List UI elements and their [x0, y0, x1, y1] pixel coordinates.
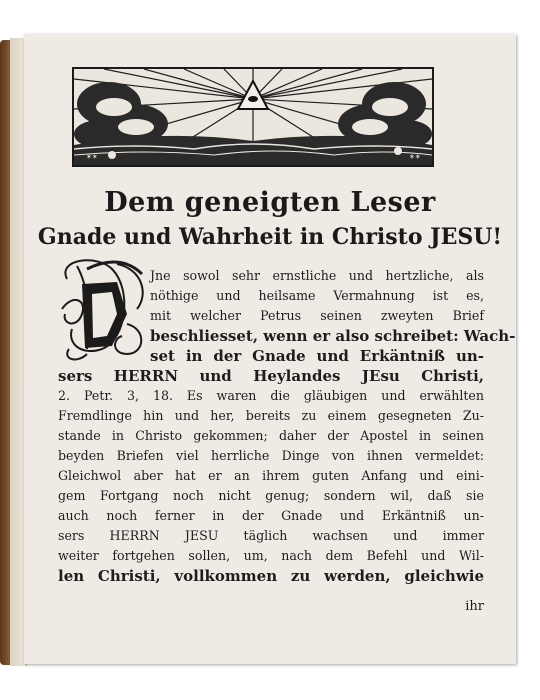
heading-line-1: Dem geneigten Leser	[104, 187, 436, 218]
svg-text:✶✶: ✶✶	[409, 153, 421, 161]
text-line: gem Fortgang noch nicht genug; sondern wil, daß sie	[58, 488, 484, 503]
text-line: sers HERRN und Heylandes JEsu Christi,	[58, 367, 484, 385]
text-line: beschliesset, wenn er also schreibet: Wach-	[150, 327, 516, 345]
text-line: beyden Briefen viel herrliche Dinge von ihnen vermeldet:	[58, 448, 484, 463]
text-line: mit welcher Petrus seinen zweyten Brief	[150, 308, 484, 323]
text-line: len Christi, vollkommen zu werden, gleichwie	[58, 567, 484, 585]
catchword: ihr	[465, 599, 484, 614]
text-line: Fremdlinge hin und her, bereits zu einem gesegneten Zu-	[58, 408, 484, 423]
body-text	[58, 366, 484, 586]
text-line: stande in Christo gekommen; daher der Apostel in seinen	[58, 428, 484, 443]
text-line: nöthige und heilsame Vermahnung ist es,	[150, 288, 484, 303]
book	[0, 28, 520, 668]
body-text-indented	[58, 266, 516, 366]
book-page	[24, 34, 516, 664]
text-line: Gleichwol aber hat er an ihrem guten Anfang und eini-	[58, 468, 484, 483]
text-line: set in der Gnade und Erkäntniß un-	[150, 347, 484, 365]
eye-of-providence-icon	[74, 69, 432, 165]
text-line: Jne sowol sehr ernstliche und hertzliche, als	[150, 268, 484, 283]
text-line: 2. Petr. 3, 18. Es waren die gläubigen und erwählten	[58, 388, 484, 403]
heading-line-2: Gnade und Wahrheit in Christo JESU!	[37, 224, 503, 250]
text-line: auch noch ferner in der Gnade und Erkäntniß un-	[58, 508, 484, 523]
text-line: sers HERRN JESU täglich wachsen und immer	[58, 528, 484, 543]
woodcut-headpiece	[72, 67, 434, 167]
text-line: weiter fortgehen sollen, um, nach dem Befehl und Wil-	[58, 548, 484, 563]
svg-text:✶✶: ✶✶	[86, 153, 98, 161]
